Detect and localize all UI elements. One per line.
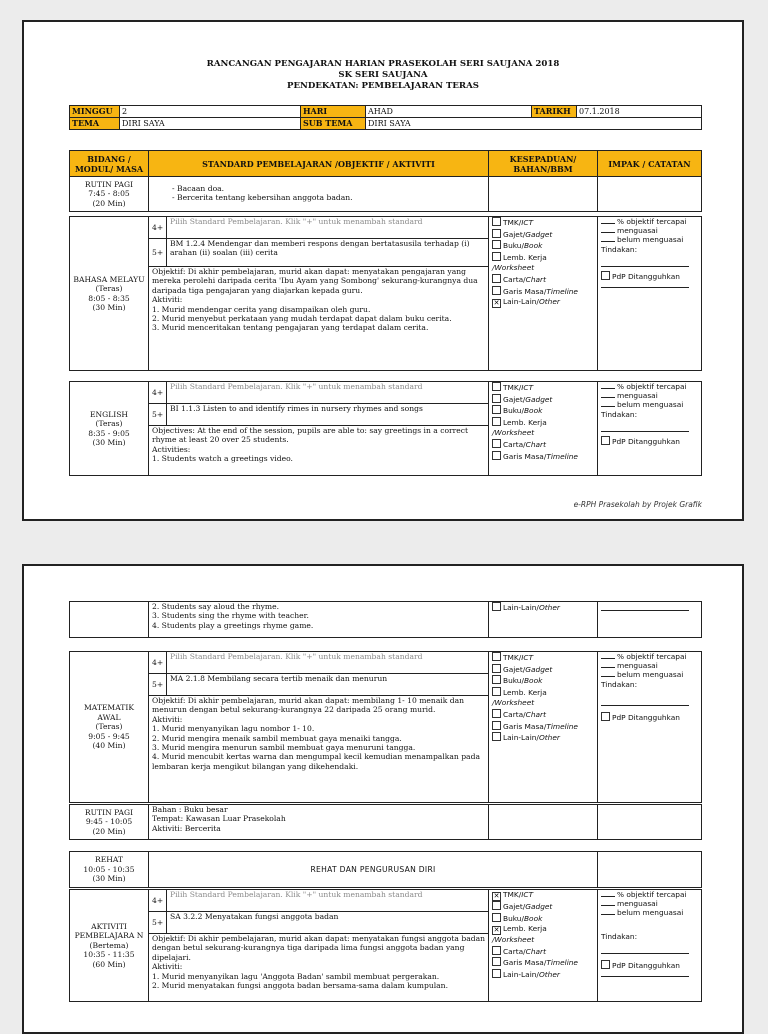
checkbox-icon — [492, 439, 501, 448]
ap-objective: Objektif: Di akhir pembelajaran, murid akan dapat: menyatakan fungsi anggota badan dengan betul sekurang-kurangnya tiga daripada lima fungsi anggota badan yang dipelajari. — [152, 934, 486, 962]
list-item: - Bacaan doa. — [172, 184, 485, 193]
bm-standard-number-2: 5+ — [149, 239, 167, 267]
checkbox-lain[interactable]: Lain-Lain/Other — [492, 732, 594, 744]
catatan-line[interactable] — [601, 602, 689, 611]
ap-standard: SA 3.2.2 Menyatakan fungsi anggota badan — [167, 912, 489, 934]
impak-menguasai: menguasai — [617, 226, 658, 236]
rehat-text: REHAT DAN PENGURUSAN DIRI — [149, 852, 598, 888]
checkbox-buku[interactable]: Buku/Book — [492, 913, 594, 925]
checkbox-lain[interactable]: ✕ Lain-Lain/Other — [493, 297, 560, 308]
checkbox-icon — [492, 721, 501, 730]
mat-aktiviti-label: Aktiviti: — [152, 714, 183, 724]
pdp-ditangguhkan-checkbox[interactable]: PdP Ditangguhkan — [601, 960, 698, 970]
checkbox-tmk[interactable]: ✕ TMK/ICT — [493, 890, 534, 900]
ap-title: AKTIVITI PEMBELAJARA N — [74, 921, 144, 941]
impak-tindakan: Tindakan: — [601, 679, 638, 689]
bm-standard-placeholder[interactable]: Pilih Standard Pembelajaran. Klik "+" untuk menambah standard — [167, 217, 489, 239]
list-item: 2. Students say aloud the rhyme. — [152, 602, 280, 611]
english-objective: Objectives: At the end of the session, pupils are able to: say greetings in a correct rhyme at least 20 over 25 students. — [152, 426, 469, 445]
mat-type: (Teras) — [95, 722, 123, 732]
impak-tindakan: Tindakan: — [601, 931, 638, 941]
bm-standard-number-1: 4+ — [149, 217, 167, 239]
rutin2-aktiviti: Aktiviti: Bercerita — [152, 823, 221, 833]
hari-value: AHAD — [366, 106, 532, 118]
bm-objective-activities — [149, 267, 489, 371]
english-block — [69, 381, 702, 476]
minggu-label: MINGGU — [70, 106, 120, 118]
checkbox-icon — [601, 271, 610, 280]
list-item: 2. Murid menyatakan fungsi anggota badan bersama-sama dalam kumpulan. — [152, 981, 448, 991]
rutin2-tempat: Tempat: Kawasan Luar Prasekolah — [152, 814, 286, 824]
english-standard-number-1: 4+ — [149, 382, 167, 404]
rutin-pagi-2-row — [69, 804, 702, 840]
col-kesepaduan: KESEPADUAN/ BAHAN/BBM — [489, 151, 598, 177]
tarikh-label: TARIKH — [532, 106, 577, 118]
checkbox-gajet[interactable]: Gajet/Gadget — [492, 901, 594, 913]
rutin-pagi-content — [149, 177, 489, 212]
english-continued-impak — [598, 602, 702, 638]
checkbox-carta[interactable]: Carta/Chart — [492, 709, 594, 721]
ap-label — [70, 890, 149, 1002]
bm-standard: BM 1.2.4 Mendengar dan memberi respons dengan bertatasusila terhadap (i) arahan (ii) soalan (iii) cerita — [167, 239, 489, 267]
bm-type: (Teras) — [95, 284, 123, 294]
list-item: 3. Students sing the rhyme with teacher. — [152, 611, 309, 621]
rutin-pagi-impak — [598, 177, 702, 212]
checkbox-icon — [492, 709, 501, 718]
impak-pct: % objektif tercapai — [617, 217, 687, 226]
rutin2-impak — [598, 805, 702, 840]
impak-menguasai: menguasai — [617, 899, 658, 909]
mat-objective-activities — [149, 696, 489, 803]
title-line-1: RANCANGAN PENGAJARAN HARIAN PRASEKOLAH SERI SAUJANA 2018 — [206, 59, 560, 69]
checkbox-icon — [492, 946, 501, 955]
bm-objective: Objektif: Di akhir pembelajaran, murid akan dapat: menyatakan pengajaran yang mereka perolehi daripada cerita 'Ibu Ayam yang Sombong' sekurang-kurangnya dua daripada tiga pengajaran yang diajarkan kepada guru. — [152, 267, 478, 295]
checkbox-icon — [601, 712, 610, 721]
list-item: - Bercerita tentang kebersihan anggota badan. — [172, 193, 485, 202]
ap-objective-activities — [149, 934, 489, 1002]
rutin2-label — [70, 805, 149, 840]
list-item: 2. Murid menyebut perkataan yang mudah terdapat dapat dalam buku cerita. — [152, 314, 452, 324]
checkbox-icon — [492, 901, 501, 910]
document-page-2 — [22, 564, 744, 1034]
list-item: 4. Students play a greetings rhyme game. — [152, 620, 314, 630]
checkbox-buku[interactable]: Buku/Book — [492, 675, 594, 687]
col-impak: IMPAK / CATATAN — [598, 151, 702, 177]
checkbox-icon — [492, 732, 501, 741]
checkbox-garis[interactable]: Garis Masa/Timeline — [492, 286, 594, 298]
ap-type: (Bertema) — [89, 940, 129, 950]
english-title: ENGLISH — [89, 409, 129, 419]
tindakan-line[interactable] — [601, 941, 689, 954]
mat-kesepaduan-checklist — [489, 652, 598, 803]
rehat-impak — [598, 852, 702, 888]
rutin2-time: 9:45 - 10:05 — [85, 817, 133, 827]
aktiviti-pembelajaran-block — [69, 889, 702, 1002]
impak-belum: belum menguasai — [617, 670, 684, 680]
checkbox-tmk[interactable]: TMK/ICT — [492, 217, 594, 229]
list-item: 1. Murid menyanyikan lagu 'Anggota Badan' sambil membuat pergerakan. — [152, 971, 440, 981]
english-label — [70, 382, 149, 476]
english-impak — [598, 382, 702, 476]
impak-pct: % objektif tercapai — [617, 652, 687, 661]
checkbox-carta[interactable]: Carta/Chart — [492, 946, 594, 958]
pdp-ditangguhkan-checkbox[interactable]: PdP Ditangguhkan — [601, 436, 698, 446]
mat-time: 9:05 - 9:45 — [88, 731, 130, 741]
english-continued-checklist — [489, 602, 598, 638]
english-activities-label: Activities: — [152, 444, 191, 454]
tindakan-line[interactable] — [601, 254, 689, 267]
english-standard-placeholder[interactable]: Pilih Standard Pembelajaran. Klik "+" untuk menambah standard — [167, 382, 489, 404]
info-table — [69, 105, 702, 130]
bm-title: BAHASA MELAYU — [73, 274, 145, 284]
subtema-value: DIRI SAYA — [366, 118, 702, 130]
mat-standard-number-1: 4+ — [149, 652, 167, 674]
checkbox-icon — [492, 675, 501, 684]
list-item: 3. Murid menceritakan tentang pengajaran yang terdapat dalam cerita. — [152, 323, 429, 333]
checkbox-icon — [492, 664, 501, 673]
minggu-value: 2 — [120, 106, 301, 118]
list-item: 1. Murid menyanyikan lagu nombor 1- 10. — [152, 724, 315, 734]
col-standard: STANDARD PEMBELAJARAN /OBJEKTIF / AKTIVITI — [149, 151, 489, 177]
checked-box-icon: ✕ — [493, 926, 500, 935]
document-title — [24, 59, 742, 92]
checkbox-icon — [492, 274, 501, 283]
rehat-row — [69, 851, 702, 888]
english-continued-steps — [149, 602, 489, 638]
col-bidang: BIDANG / MODUL/ MASA — [70, 151, 149, 177]
checkbox-icon — [492, 602, 501, 611]
impak-tindakan: Tindakan: — [601, 409, 638, 419]
impak-belum: belum menguasai — [617, 235, 684, 245]
ap-standard-placeholder[interactable]: Pilih Standard Pembelajaran. Klik "+" untuk menambah standard — [167, 890, 489, 912]
checkbox-icon — [492, 240, 501, 249]
ap-time: 10:35 - 11:35 — [83, 950, 135, 960]
ap-duration: (60 Min) — [92, 959, 126, 969]
mat-duration: (40 Min) — [92, 741, 126, 751]
bm-impak — [598, 217, 702, 371]
checkbox-garis[interactable]: Garis Masa/Timeline — [492, 721, 594, 733]
rutin2-content — [149, 805, 489, 840]
checkbox-icon — [492, 394, 501, 403]
impak-tindakan: Tindakan: — [601, 244, 638, 254]
impak-menguasai: menguasai — [617, 661, 658, 671]
ap-impak — [598, 890, 702, 1002]
english-objective-activities — [149, 426, 489, 476]
checkbox-lemb[interactable]: Lemb. Kerja /Worksheet — [492, 687, 547, 708]
checkbox-carta[interactable]: Carta/Chart — [492, 274, 594, 286]
impak-pct: % objektif tercapai — [617, 382, 687, 391]
checkbox-lemb[interactable]: Lemb. Kerja /Worksheet — [492, 417, 547, 438]
checkbox-tmk[interactable]: TMK/ICT — [492, 652, 594, 664]
checkbox-icon — [492, 687, 501, 696]
checkbox-garis[interactable]: Garis Masa/Timeline — [492, 957, 594, 969]
english-standard-number-2: 5+ — [149, 404, 167, 426]
rehat-label — [70, 852, 149, 888]
checkbox-icon — [492, 405, 501, 414]
rutin2-bahan: Bahan : Buku besar — [152, 805, 228, 814]
rutin-pagi-duration: (20 Min) — [92, 198, 126, 208]
rutin-pagi-label — [70, 177, 149, 212]
catatan-line[interactable] — [601, 970, 689, 977]
catatan-line[interactable] — [601, 281, 689, 288]
checkbox-tmk[interactable]: TMK/ICT — [492, 382, 594, 394]
rutin2-title: RUTIN PAGI — [84, 807, 134, 817]
tema-value: DIRI SAYA — [120, 118, 301, 130]
checkbox-icon — [492, 451, 501, 460]
checkbox-icon — [601, 960, 610, 969]
checkbox-gajet[interactable]: Gajet/Gadget — [492, 664, 594, 676]
bm-kesepaduan-checklist — [489, 217, 598, 371]
checkbox-lain[interactable]: Lain-Lain/Other — [492, 602, 594, 614]
rutin2-duration: (20 Min) — [92, 826, 126, 836]
mat-objective: Objektif: Di akhir pembelajaran, murid akan dapat: membilang 1- 10 menaik dan menurun dengan betul sekurang-kurangnya 22 daripada 25 orang murid. — [152, 696, 465, 715]
checkbox-carta[interactable]: Carta/Chart — [492, 439, 594, 451]
english-standard: BI 1.1.3 Listen to and identify rimes in nursery rhymes and songs — [167, 404, 489, 426]
list-item: 3. Murid mengira menurun sambil membuat gaya menuruni tangga. — [152, 743, 416, 753]
checkbox-gajet[interactable]: Gajet/Gadget — [492, 229, 594, 241]
impak-menguasai: menguasai — [617, 391, 658, 401]
checkbox-icon — [492, 229, 501, 238]
list-item: 1. Students watch a greetings video. — [152, 454, 293, 464]
checkbox-icon — [492, 969, 501, 978]
tema-label: TEMA — [70, 118, 120, 130]
checkbox-icon — [492, 286, 501, 295]
tindakan-line[interactable] — [601, 419, 689, 432]
hari-label: HARI — [301, 106, 366, 118]
list-item: 1. Murid mendengar cerita yang disampaikan oleh guru. — [152, 304, 371, 314]
checked-box-icon: ✕ — [493, 299, 500, 308]
english-kesepaduan-checklist — [489, 382, 598, 476]
checkbox-lain[interactable]: Lain-Lain/Other — [492, 969, 594, 981]
tarikh-value: 07.1.2018 — [577, 106, 702, 118]
title-line-2: SK SERI SAUJANA — [338, 70, 428, 80]
title-line-3: PENDEKATAN: PEMBELAJARAN TERAS — [287, 81, 479, 91]
english-duration: (30 Min) — [92, 437, 126, 447]
checkbox-icon — [492, 382, 501, 391]
english-continued — [69, 601, 702, 638]
rehat-title: REHAT — [94, 855, 124, 865]
bm-label — [70, 217, 149, 371]
ap-kesepaduan-checklist — [489, 890, 598, 1002]
checkbox-lemb[interactable]: ✕ Lemb. Kerja /Worksheet — [492, 924, 547, 945]
checkbox-icon — [601, 436, 610, 445]
document-page-1 — [22, 20, 744, 521]
bm-aktiviti-label: Aktiviti: — [152, 295, 183, 305]
subtema-label: SUB TEMA — [301, 118, 366, 130]
checkbox-icon — [492, 252, 501, 261]
ap-standard-number-1: 4+ — [149, 890, 167, 912]
english-type: (Teras) — [95, 419, 123, 429]
checkbox-buku[interactable]: Buku/Book — [492, 240, 594, 252]
mat-standard-placeholder[interactable]: Pilih Standard Pembelajaran. Klik "+" untuk menambah standard — [167, 652, 489, 674]
checkbox-icon — [492, 417, 501, 426]
rutin2-kesepaduan — [489, 805, 598, 840]
mat-impak — [598, 652, 702, 803]
pdp-ditangguhkan-checkbox[interactable]: PdP Ditangguhkan — [601, 712, 698, 722]
mat-label — [70, 652, 149, 803]
checkbox-icon — [492, 652, 501, 661]
rutin-pagi-row — [69, 176, 702, 212]
rehat-time: 10:05 - 10:35 — [83, 864, 135, 874]
checkbox-icon — [492, 913, 501, 922]
impak-belum: belum menguasai — [617, 400, 684, 410]
bahasa-melayu-block — [69, 216, 702, 371]
checkbox-buku[interactable]: Buku/Book — [492, 405, 594, 417]
list-item: 4. Murid mencubit kertas warna dan mengumpal kecil kemudian menampalkan pada lembaran kerja mengikut bilangan yang dikehendaki. — [152, 752, 480, 771]
impak-pct: % objektif tercapai — [617, 890, 687, 899]
checkbox-lemb[interactable]: Lemb. Kerja /Worksheet — [492, 252, 547, 273]
mat-title: MATEMATIK AWAL — [83, 703, 135, 722]
bm-time: 8:05 - 8:35 — [88, 293, 130, 303]
checkbox-icon — [492, 217, 501, 226]
pdp-ditangguhkan-checkbox[interactable]: PdP Ditangguhkan — [601, 271, 698, 281]
mat-standard: MA 2.1.8 Membilang secara tertib menaik dan menurun — [167, 674, 489, 696]
tindakan-line[interactable] — [601, 689, 689, 706]
list-item: 2. Murid mengira menaik sambil membuat gaya menaiki tangga. — [152, 733, 402, 743]
english-time: 8:35 - 9:05 — [88, 428, 130, 438]
checkbox-gajet[interactable]: Gajet/Gadget — [492, 394, 594, 406]
ap-aktiviti-label: Aktiviti: — [152, 962, 183, 972]
matematik-block — [69, 651, 702, 803]
column-header-row — [69, 150, 702, 177]
rutin-pagi-title: RUTIN PAGI — [84, 179, 134, 189]
checkbox-icon — [492, 957, 501, 966]
mat-standard-number-2: 5+ — [149, 674, 167, 696]
bm-duration: (30 Min) — [92, 302, 126, 312]
rutin-pagi-kesepaduan — [489, 177, 598, 212]
rutin-pagi-time: 7:45 - 8:05 — [88, 189, 130, 199]
english-continued-label — [70, 602, 149, 638]
checked-box-icon: ✕ — [493, 892, 500, 900]
rehat-duration: (30 Min) — [92, 874, 126, 884]
ap-standard-number-2: 5+ — [149, 912, 167, 934]
checkbox-garis[interactable]: Garis Masa/Timeline — [492, 451, 594, 463]
impak-belum: belum menguasai — [617, 908, 684, 918]
footer-credit: e-RPH Prasekolah by Projek Grafik — [573, 500, 702, 509]
